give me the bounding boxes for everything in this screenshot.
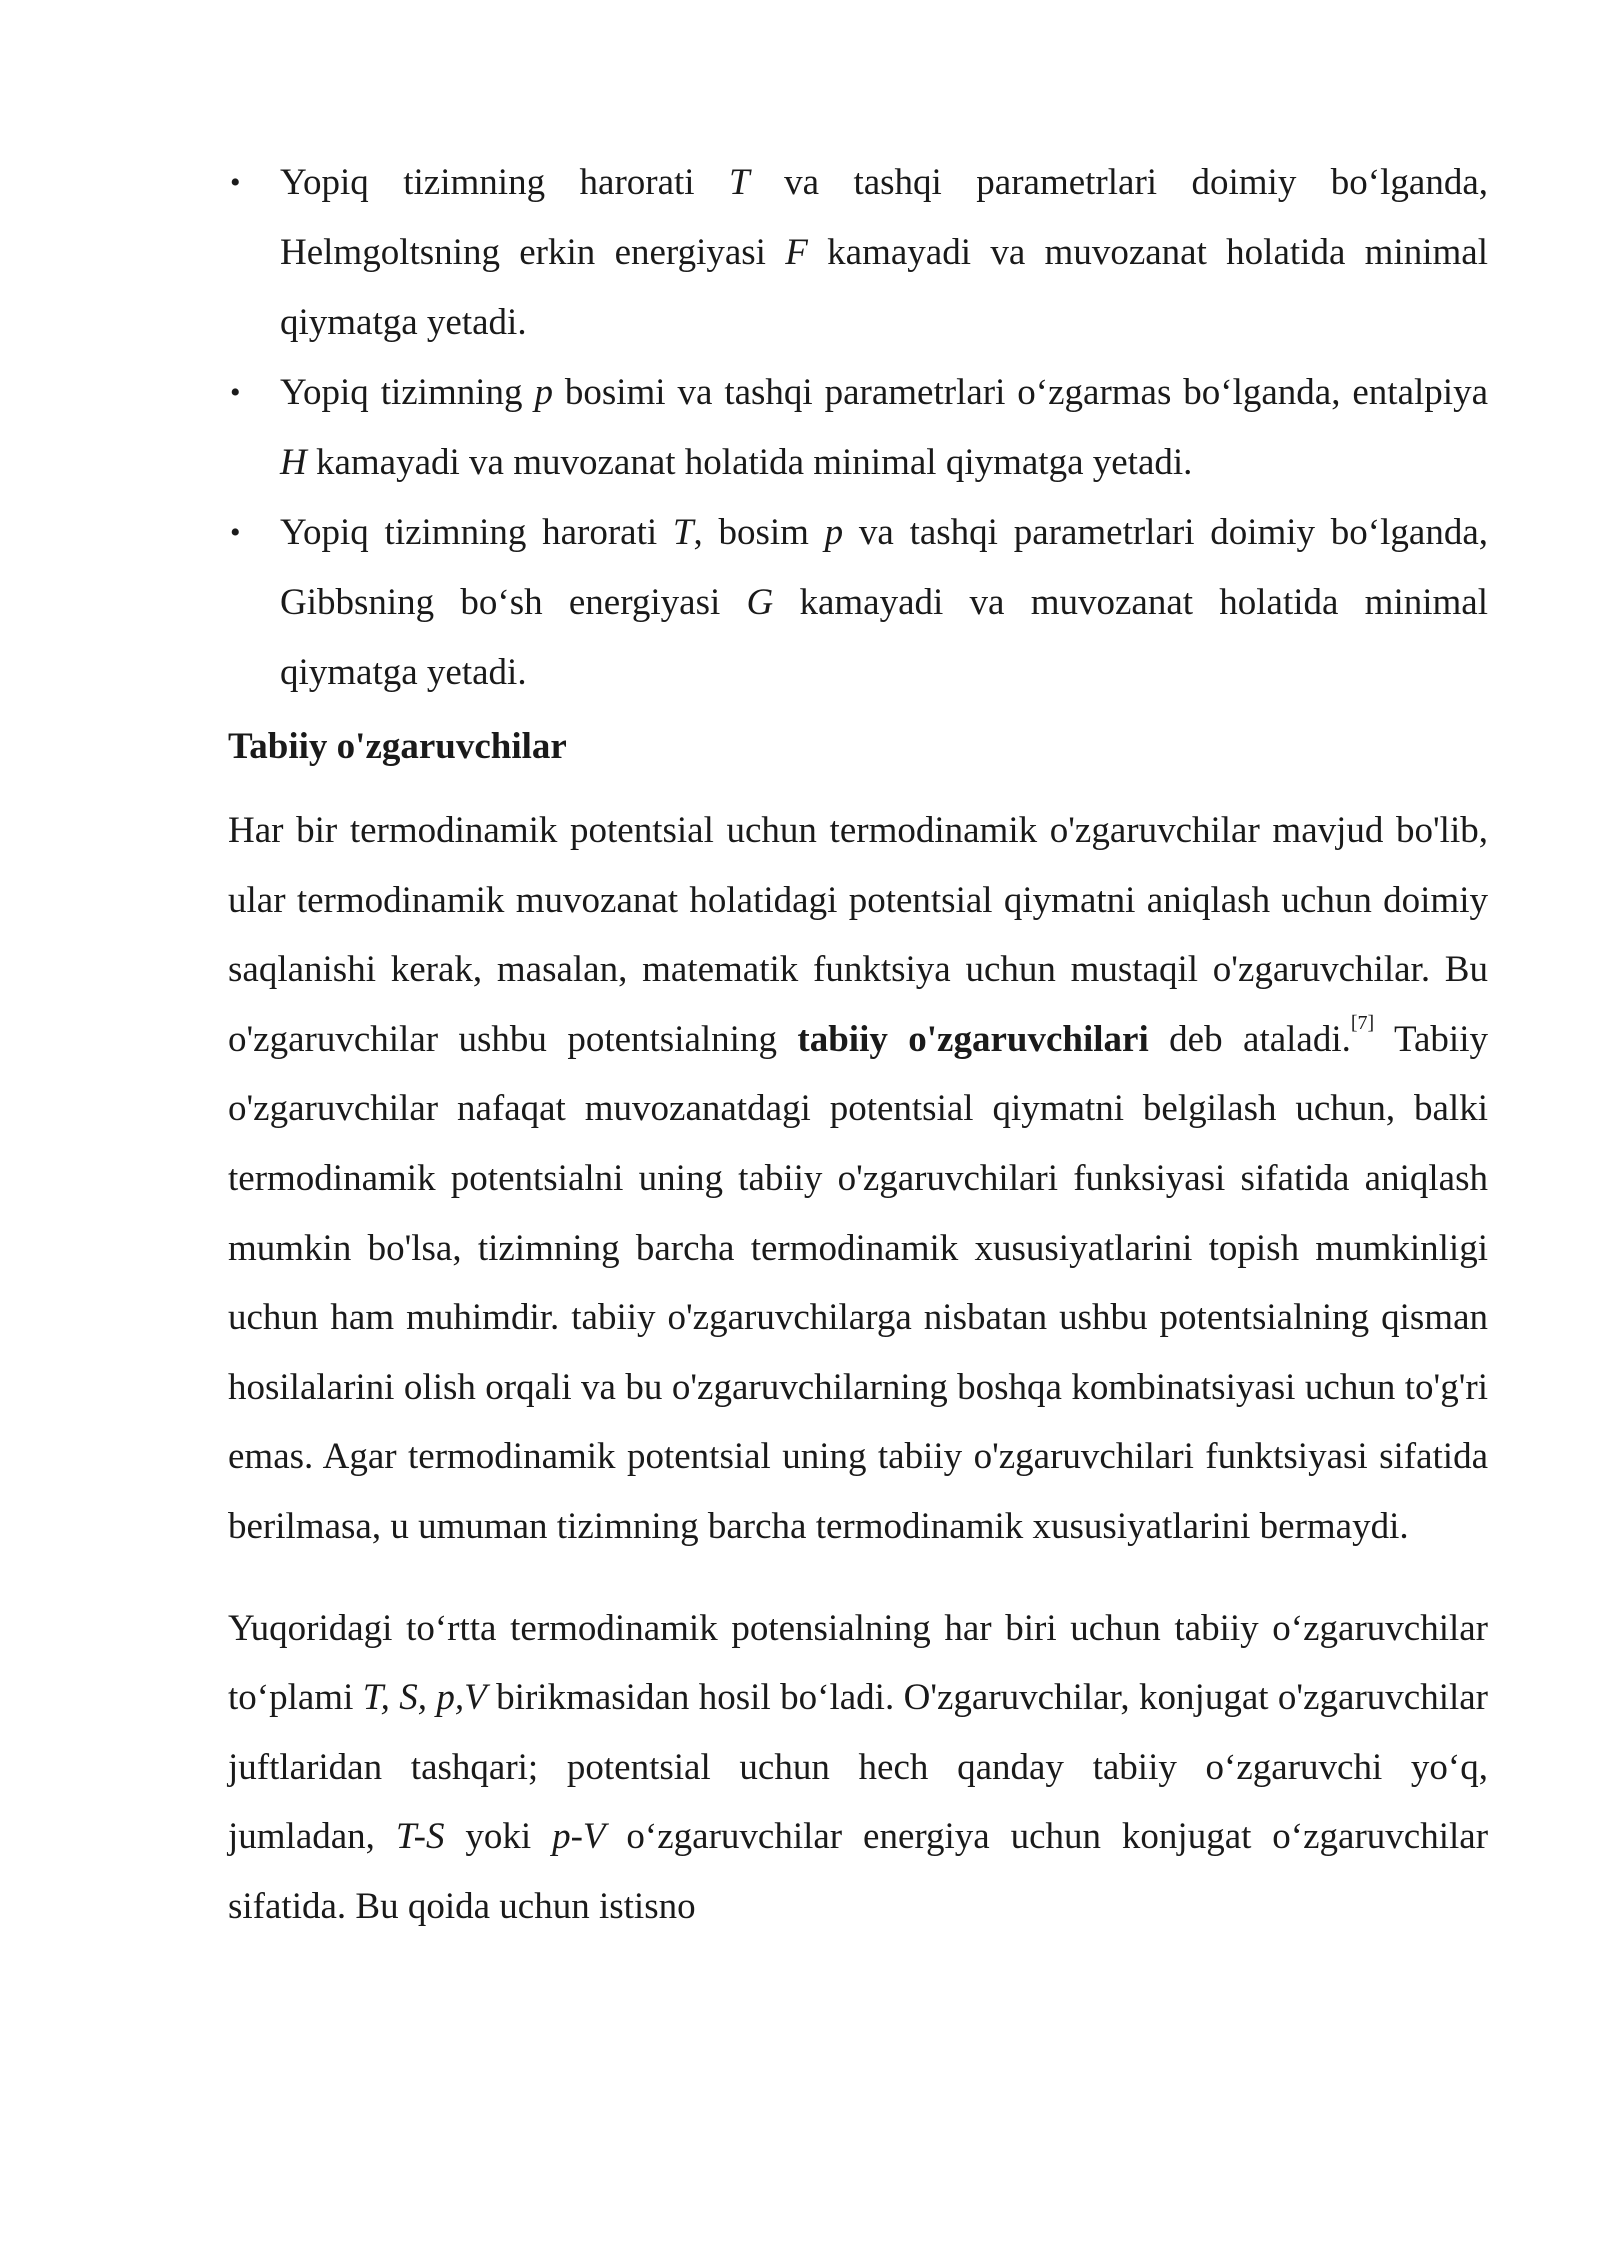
variable-p: p: [534, 372, 553, 413]
variable-F: F: [785, 232, 808, 273]
document-page: [228, 148, 1488, 1942]
paragraph-four-potentials: Yuqoridagi to‘rtta termodinamik potensialning har biri uchun tabiiy o‘zgaruvchilar to‘plami T, S, p,V birikmasidan hosil bo‘ladi. O'zgaruvchilar, konjugat o'zgaruvchilar juftlaridan tashqari; potentsial uchun hech qanday tabiiy o‘zgaruvchi yo‘q, jumladan, T-S yoki p-V o‘zgaruvchilar energiya uchun konjugat o‘zgaruvchilar sifatida. Bu qoida uchun istisno: [228, 1607, 1489, 1927]
bullet-icon: •: [230, 166, 241, 199]
variable-p: p: [824, 512, 844, 553]
bullet-icon: •: [230, 516, 241, 549]
bullet-item-gibbs: • Yopiq tizimning harorati T, bosim p va tashqi parametrlari doimiy bo‘lganda, Gibbsning bo‘sh energiyasi G kamayadi va muvozanat holatida minimal qiymatga yetadi.: [228, 498, 1488, 708]
variable-pair-pv: p-V: [552, 1816, 606, 1858]
bold-term: tabiiy o'zgaruvchilari: [797, 1018, 1149, 1060]
paragraph-natural-variables: Har bir termodinamik potentsial uchun termodinamik o'zgaruvchilar mavjud bo'lib, ular termodinamik muvozanat holatidagi potentsial qiymatni aniqlash uchun doimiy saqlanishi kerak, masalan, matematik funktsiya uchun mustaqil o'zgaruvchilar. Bu o'zgaruvchilar ushbu potentsialning tabiiy o'zgaruvchilari deb ataladi.[7] Tabiiy o'zgaruvchilar nafaqat muvozanatdagi potentsial qiymatni belgilash uchun, balki termodinamik potentsialni uning tabiiy o'zgaruvchilari funksiyasi sifatida aniqlash mumkin bo'lsa, tizimning barcha termodinamik xususiyatlarini topish mumkinligi uchun ham muhimdir. tabiiy o'zgaruvchilarga nisbatan ushbu potentsialning qisman hosilalarini olish orqali va bu o'zgaruvchilarning boshqa kombinatsiyasi uchun to'g'ri emas. Agar termodinamik potentsial uning tabiiy o'zgaruvchilari funktsiyasi sifatida berilmasa, u umuman tizimning barcha termodinamik xususiyatlarini bermaydi.: [228, 810, 1488, 1547]
citation-link[interactable]: [7]: [1350, 1011, 1375, 1034]
bullet-item-enthalpy: • Yopiq tizimning p bosimi va tashqi parametrlari o‘zgarmas bo‘lganda, entalpiya H kamayadi va muvozanat holatida minimal qiymatga yetadi.: [228, 358, 1488, 498]
variable-H: H: [280, 442, 307, 483]
section-heading: Tabiiy o'zgaruvchilar: [228, 726, 567, 767]
variable-G: G: [746, 582, 774, 623]
variable-T: T: [729, 162, 750, 203]
variable-set: T, S, p,V: [362, 1677, 487, 1719]
bullet-list: [228, 148, 1488, 708]
bullet-icon: •: [230, 376, 241, 409]
variable-pair-ts: T-S: [395, 1816, 445, 1858]
variable-T: T: [672, 512, 694, 553]
bullet-item-helmholtz: • Yopiq tizimning harorati T va tashqi parametrlari doimiy bo‘lganda, Helmgoltsning erkin energiyasi F kamayadi va muvozanat holatida minimal qiymatga yetadi.: [228, 148, 1488, 358]
